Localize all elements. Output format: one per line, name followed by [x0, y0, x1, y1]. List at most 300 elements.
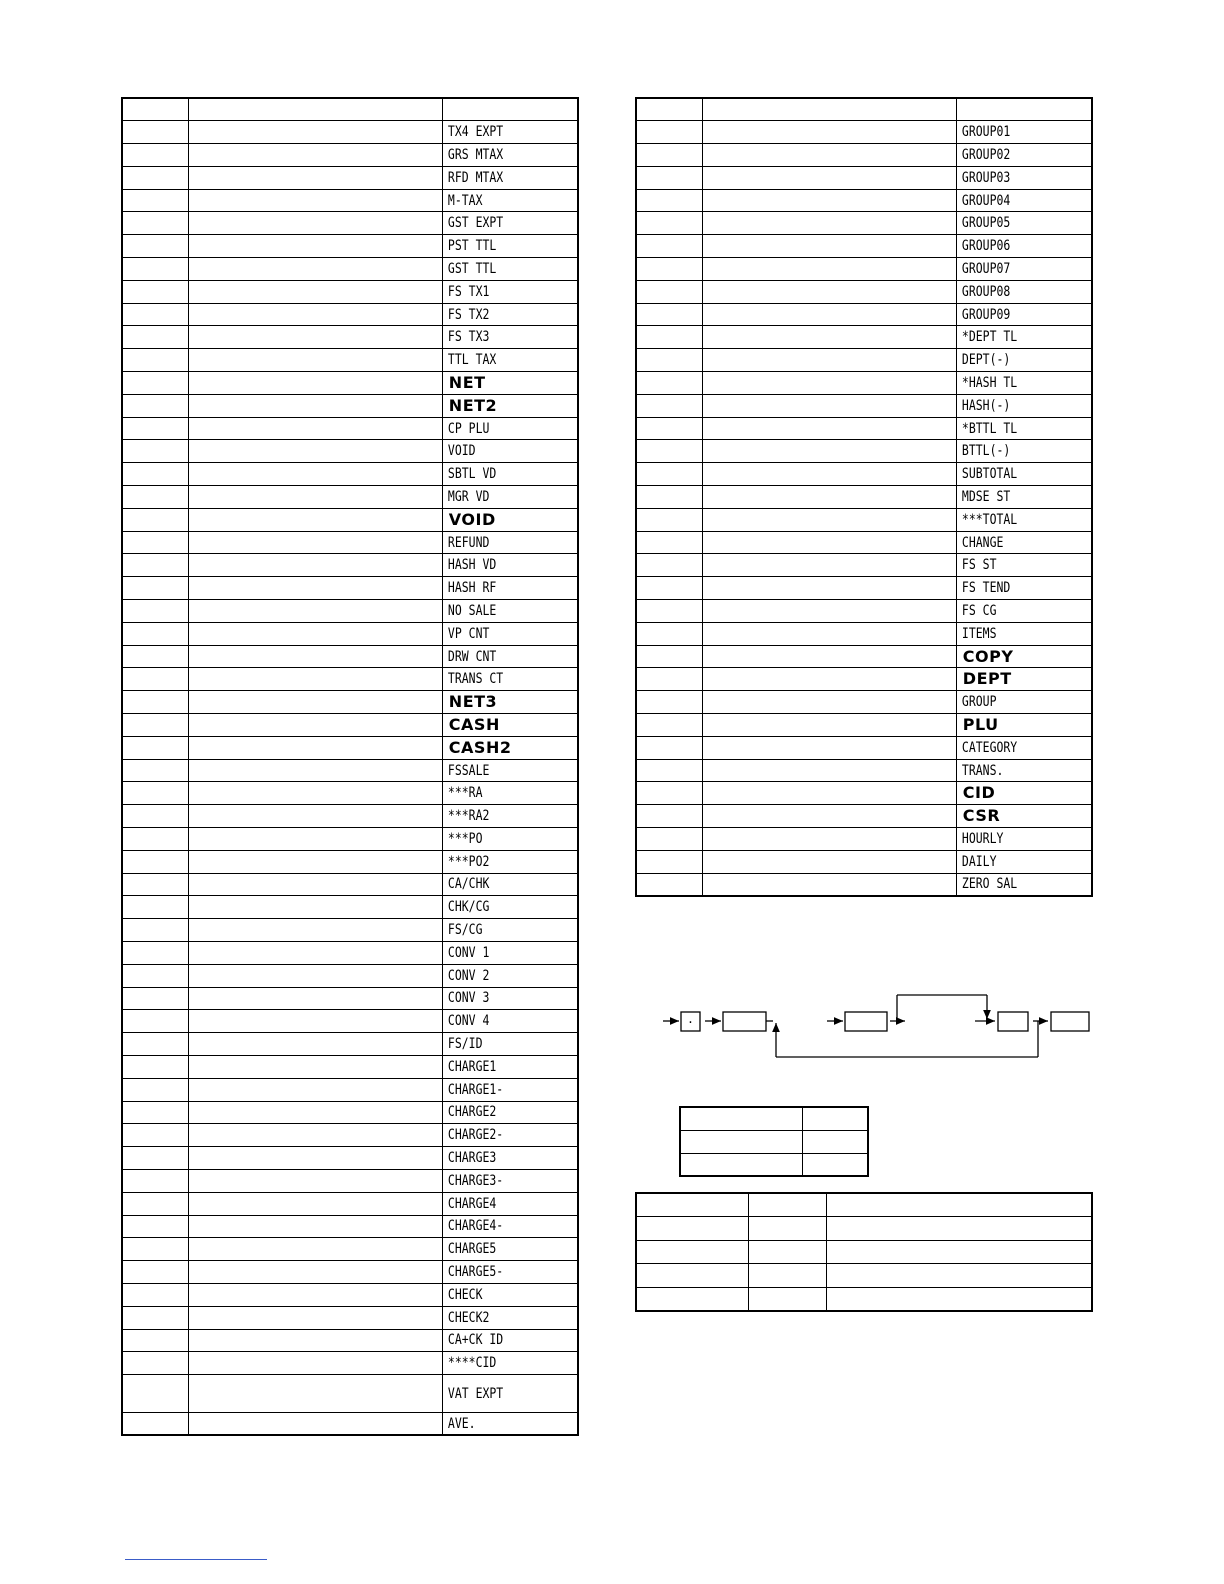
empty-cell [189, 1033, 443, 1056]
label-cell [442, 349, 578, 372]
empty-cell [703, 600, 957, 623]
empty-cell [703, 280, 957, 303]
table-row [122, 782, 578, 805]
print-label: TX4 EXPT [447, 124, 504, 141]
empty-cell [636, 577, 703, 600]
empty-cell [636, 622, 703, 645]
print-label: CHARGE3 [447, 1150, 497, 1167]
empty-cell [703, 349, 957, 372]
empty-cell [703, 622, 957, 645]
empty-cell [122, 600, 189, 623]
print-label: *BTTL TL [961, 420, 1018, 437]
table-row [636, 463, 1092, 486]
right-label-table [635, 97, 1093, 897]
table-row [636, 645, 1092, 668]
table-row [122, 531, 578, 554]
print-label: CHECK [447, 1286, 483, 1303]
empty-cell [703, 850, 957, 873]
table-row [636, 714, 1092, 737]
label-cell [442, 1101, 578, 1124]
empty-cell [122, 280, 189, 303]
print-label: BTTL(-) [961, 443, 1011, 460]
empty-cell [122, 1283, 189, 1306]
print-label: ***PO [447, 830, 483, 847]
empty-cell [703, 691, 957, 714]
table-row [122, 554, 578, 577]
label-cell [442, 896, 578, 919]
print-label: GROUP07 [961, 260, 1011, 277]
table-row [122, 714, 578, 737]
empty-cell [189, 759, 443, 782]
table-row [122, 828, 578, 851]
label-cell [442, 166, 578, 189]
empty-cell [122, 1078, 189, 1101]
print-label: CHARGE1 [447, 1058, 497, 1075]
bottom-grid-table [635, 1192, 1093, 1312]
empty-cell [826, 1264, 1092, 1288]
label-cell [956, 714, 1092, 737]
table-row [636, 1193, 1092, 1217]
empty-cell [189, 736, 443, 759]
label-cell [956, 280, 1092, 303]
empty-cell [803, 1153, 868, 1176]
label-cell [442, 941, 578, 964]
empty-cell [122, 440, 189, 463]
label-cell [442, 1192, 578, 1215]
table-row [122, 1329, 578, 1352]
empty-cell [703, 645, 957, 668]
label-cell [442, 1124, 578, 1147]
empty-cell [189, 645, 443, 668]
empty-cell [636, 349, 703, 372]
empty-cell [122, 1101, 189, 1124]
print-label: M-TAX [447, 192, 483, 209]
print-label: GRS MTAX [447, 146, 504, 163]
table-row [636, 850, 1092, 873]
table-row [122, 1033, 578, 1056]
empty-cell [703, 326, 957, 349]
label-cell [442, 189, 578, 212]
empty-cell [703, 805, 957, 828]
label-cell [442, 258, 578, 281]
print-label: HASH VD [447, 557, 497, 574]
empty-cell [189, 326, 443, 349]
empty-cell [636, 486, 703, 509]
empty-cell [189, 486, 443, 509]
print-label: ***PO2 [447, 853, 490, 870]
label-cell [956, 622, 1092, 645]
empty-cell [703, 531, 957, 554]
empty-cell [636, 121, 703, 144]
empty-cell [636, 873, 703, 896]
empty-cell [703, 577, 957, 600]
empty-cell [189, 258, 443, 281]
empty-cell [122, 554, 189, 577]
empty-cell [703, 189, 957, 212]
table-row [122, 577, 578, 600]
table-row [122, 212, 578, 235]
empty-cell [189, 1261, 443, 1284]
label-cell [956, 759, 1092, 782]
empty-cell [703, 394, 957, 417]
empty-cell [122, 486, 189, 509]
print-label: GROUP02 [961, 146, 1011, 163]
empty-cell [189, 714, 443, 737]
print-label: MGR VD [447, 488, 490, 505]
empty-cell [122, 1375, 189, 1413]
print-label: GROUP08 [961, 283, 1011, 300]
label-cell [956, 828, 1092, 851]
empty-cell [703, 873, 957, 896]
empty-cell [122, 235, 189, 258]
empty-cell [636, 394, 703, 417]
empty-cell [122, 212, 189, 235]
empty-cell [803, 1107, 868, 1130]
empty-cell [122, 577, 189, 600]
empty-cell [703, 98, 957, 121]
empty-cell [636, 714, 703, 737]
label-cell [442, 1169, 578, 1192]
empty-cell [826, 1240, 1092, 1264]
empty-cell [703, 486, 957, 509]
table-row [122, 235, 578, 258]
table-row [636, 554, 1092, 577]
print-label: CHARGE4- [447, 1218, 504, 1235]
table-row [122, 736, 578, 759]
label-cell [442, 463, 578, 486]
empty-cell [189, 144, 443, 167]
empty-cell [189, 828, 443, 851]
table-row [636, 531, 1092, 554]
label-cell [442, 668, 578, 691]
print-label: CA+CK ID [447, 1332, 504, 1349]
empty-cell [636, 691, 703, 714]
print-label: FS TX1 [447, 283, 490, 300]
print-label: CHK/CG [447, 899, 490, 916]
table-row [122, 1147, 578, 1170]
empty-cell [636, 189, 703, 212]
table-row [636, 440, 1092, 463]
label-cell [442, 280, 578, 303]
table-row [636, 736, 1092, 759]
label-cell [442, 486, 578, 509]
label-cell [442, 873, 578, 896]
print-label: HOURLY [961, 830, 1004, 847]
empty-cell [636, 1193, 749, 1217]
empty-cell [122, 463, 189, 486]
input-box-1 [723, 1012, 766, 1031]
table-row [122, 463, 578, 486]
empty-cell [122, 1238, 189, 1261]
empty-cell [703, 782, 957, 805]
empty-cell [122, 394, 189, 417]
input-box-4 [1051, 1012, 1089, 1031]
table-row [636, 486, 1092, 509]
empty-cell [703, 508, 957, 531]
print-label: CHARGE3- [447, 1172, 504, 1189]
empty-cell [189, 1283, 443, 1306]
print-label: FS TX3 [447, 329, 490, 346]
empty-cell [122, 1261, 189, 1284]
label-cell [956, 372, 1092, 395]
empty-cell [122, 964, 189, 987]
table-row [122, 896, 578, 919]
empty-cell [703, 463, 957, 486]
label-cell [442, 326, 578, 349]
print-label: ***RA [447, 785, 483, 802]
print-label: VP CNT [447, 625, 490, 642]
print-label: ***TOTAL [961, 511, 1018, 528]
empty-cell [636, 531, 703, 554]
label-cell [956, 873, 1092, 896]
print-label: GST TTL [447, 260, 497, 277]
empty-cell [189, 987, 443, 1010]
empty-cell [189, 1215, 443, 1238]
label-cell [442, 235, 578, 258]
footer-link-underline [125, 1559, 267, 1560]
label-cell [442, 1413, 578, 1436]
empty-cell [680, 1153, 803, 1176]
label-cell [956, 850, 1092, 873]
print-label: CHARGE2 [447, 1104, 497, 1121]
empty-cell [189, 98, 443, 121]
print-label: CHARGE1- [447, 1081, 504, 1098]
empty-cell [122, 372, 189, 395]
empty-cell [703, 417, 957, 440]
label-cell [956, 463, 1092, 486]
label-cell [956, 805, 1092, 828]
label-cell [442, 828, 578, 851]
label-cell [442, 508, 578, 531]
empty-cell [636, 166, 703, 189]
label-cell [442, 98, 578, 121]
empty-cell [189, 805, 443, 828]
table-row [636, 303, 1092, 326]
empty-cell [122, 303, 189, 326]
empty-cell [189, 280, 443, 303]
label-cell [956, 121, 1092, 144]
table-row [122, 645, 578, 668]
empty-cell [636, 668, 703, 691]
print-label: ****CID [447, 1355, 497, 1372]
empty-cell [122, 759, 189, 782]
empty-cell [122, 1033, 189, 1056]
empty-cell [189, 782, 443, 805]
table-row [122, 1101, 578, 1124]
label-cell [442, 1261, 578, 1284]
empty-cell [703, 166, 957, 189]
empty-cell [122, 941, 189, 964]
empty-cell [636, 417, 703, 440]
print-label: CP PLU [447, 420, 490, 437]
print-label: DEPT [962, 669, 1012, 689]
label-cell [956, 554, 1092, 577]
table-row [122, 1010, 578, 1033]
print-label: CHARGE4 [447, 1195, 497, 1212]
empty-cell [122, 1010, 189, 1033]
dot-key-label: · [688, 1015, 693, 1031]
empty-cell [703, 736, 957, 759]
label-cell [442, 417, 578, 440]
table-row [122, 121, 578, 144]
label-cell [442, 850, 578, 873]
label-cell [442, 1055, 578, 1078]
empty-cell [703, 440, 957, 463]
empty-cell [189, 1352, 443, 1375]
empty-cell [122, 326, 189, 349]
empty-cell [803, 1130, 868, 1153]
label-cell [956, 189, 1092, 212]
table-row [122, 1124, 578, 1147]
table-row [636, 1240, 1092, 1264]
empty-cell [189, 1055, 443, 1078]
empty-cell [122, 645, 189, 668]
empty-cell [122, 782, 189, 805]
empty-cell [636, 828, 703, 851]
empty-cell [122, 1147, 189, 1170]
label-cell [442, 782, 578, 805]
label-cell [956, 668, 1092, 691]
table-row [636, 394, 1092, 417]
input-box-2 [845, 1012, 887, 1031]
print-label: FS ST [961, 557, 997, 574]
empty-cell [826, 1287, 1092, 1311]
table-row [636, 258, 1092, 281]
table-row [122, 987, 578, 1010]
table-row [636, 1287, 1092, 1311]
empty-cell [703, 303, 957, 326]
empty-cell [636, 98, 703, 121]
empty-cell [122, 987, 189, 1010]
label-cell [442, 645, 578, 668]
label-cell [442, 759, 578, 782]
label-cell [442, 372, 578, 395]
print-label: FS/ID [447, 1036, 483, 1053]
print-label: VOID [447, 443, 476, 460]
print-label: GROUP03 [961, 169, 1011, 186]
table-row [122, 417, 578, 440]
empty-cell [703, 212, 957, 235]
empty-cell [189, 121, 443, 144]
table-row [122, 1261, 578, 1284]
label-cell [956, 736, 1092, 759]
empty-cell [122, 1352, 189, 1375]
table-row [636, 691, 1092, 714]
label-cell [956, 326, 1092, 349]
empty-cell [122, 805, 189, 828]
label-cell [442, 1033, 578, 1056]
table-row [636, 121, 1092, 144]
empty-cell [122, 189, 189, 212]
label-cell [956, 144, 1092, 167]
empty-cell [189, 668, 443, 691]
empty-cell [189, 600, 443, 623]
label-cell [956, 691, 1092, 714]
print-label: CATEGORY [961, 739, 1018, 756]
print-label: GROUP [961, 694, 997, 711]
table-row [636, 828, 1092, 851]
empty-cell [189, 1192, 443, 1215]
table-row [122, 1375, 578, 1413]
table-row [636, 144, 1092, 167]
table-row [122, 394, 578, 417]
table-row [122, 1283, 578, 1306]
empty-cell [122, 1306, 189, 1329]
label-cell [442, 987, 578, 1010]
table-row [680, 1153, 868, 1176]
empty-cell [703, 258, 957, 281]
empty-cell [749, 1193, 827, 1217]
empty-cell [122, 98, 189, 121]
table-row [636, 1217, 1092, 1241]
label-cell [956, 212, 1092, 235]
label-cell [956, 394, 1092, 417]
empty-cell [122, 622, 189, 645]
empty-cell [636, 508, 703, 531]
label-cell [442, 964, 578, 987]
label-cell [442, 1078, 578, 1101]
print-label: FS TEND [961, 580, 1011, 597]
label-cell [442, 144, 578, 167]
table-row [636, 326, 1092, 349]
empty-cell [680, 1107, 803, 1130]
label-cell [442, 121, 578, 144]
print-label: SBTL VD [447, 466, 497, 483]
print-label: CONV 1 [447, 944, 490, 961]
empty-cell [122, 850, 189, 873]
label-cell [442, 622, 578, 645]
empty-cell [189, 1078, 443, 1101]
empty-cell [189, 463, 443, 486]
empty-cell [189, 941, 443, 964]
empty-cell [122, 531, 189, 554]
label-cell [956, 349, 1092, 372]
empty-cell [122, 1329, 189, 1352]
table-row [636, 212, 1092, 235]
print-label: NET2 [448, 395, 498, 415]
empty-cell [189, 417, 443, 440]
empty-cell [189, 1147, 443, 1170]
empty-cell [189, 1010, 443, 1033]
print-label: CONV 2 [447, 967, 490, 984]
print-label: HASH RF [447, 580, 497, 597]
empty-cell [636, 600, 703, 623]
empty-cell [703, 668, 957, 691]
print-label: GROUP06 [961, 238, 1011, 255]
empty-cell [749, 1287, 827, 1311]
print-label: GROUP04 [961, 192, 1011, 209]
table-row [122, 280, 578, 303]
table-row [122, 1306, 578, 1329]
empty-cell [122, 1055, 189, 1078]
empty-cell [189, 235, 443, 258]
label-cell [442, 600, 578, 623]
empty-cell [826, 1217, 1092, 1241]
table-row [122, 1169, 578, 1192]
empty-cell [122, 736, 189, 759]
label-cell [442, 1215, 578, 1238]
print-label: FSSALE [447, 762, 490, 779]
empty-cell [703, 714, 957, 737]
empty-cell [636, 303, 703, 326]
print-label: CHARGE5- [447, 1264, 504, 1281]
empty-cell [189, 691, 443, 714]
print-label: VOID [448, 509, 496, 529]
empty-cell [189, 440, 443, 463]
empty-cell [703, 554, 957, 577]
print-label: TRANS. [961, 762, 1004, 779]
empty-cell [189, 166, 443, 189]
